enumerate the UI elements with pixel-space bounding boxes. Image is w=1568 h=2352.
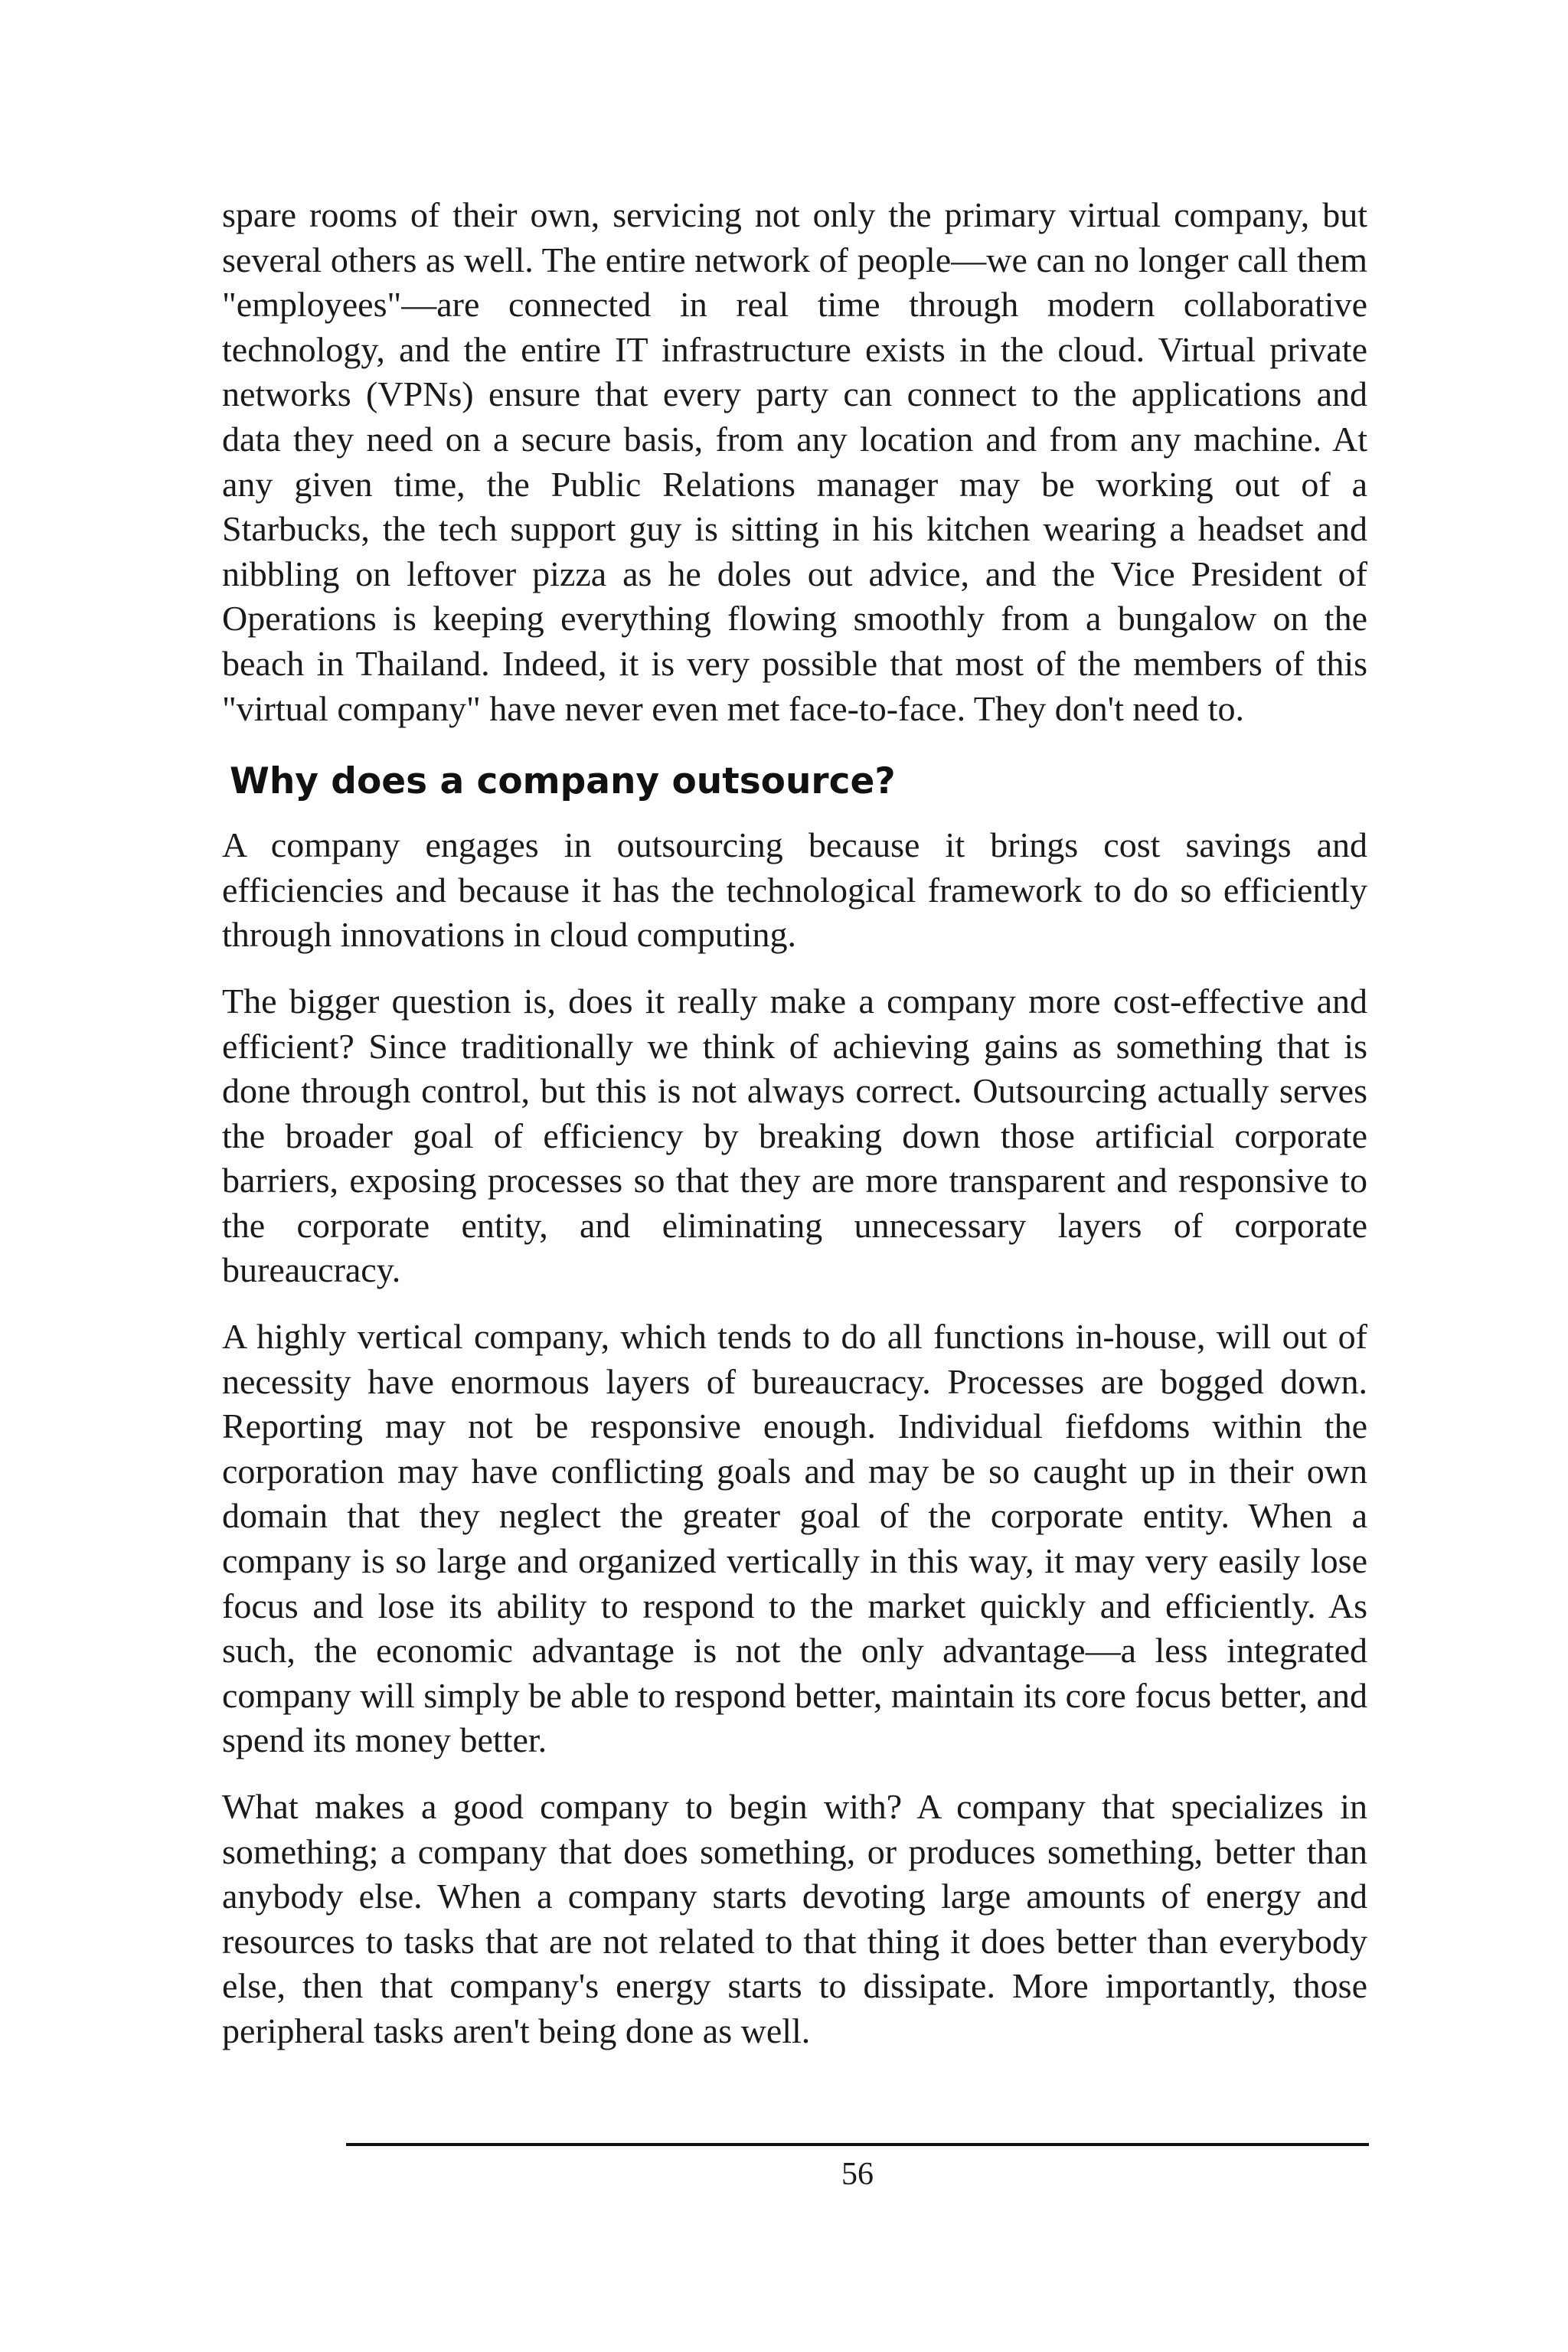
body-paragraph: A highly vertical company, which tends to do all functions in-house, will out of necessity have enormous layers of bureaucracy. Processes are bogged down. Reporting may not be responsive enough. Individual fiefdoms within the corporation may have conflicting goals and may be so caught up in their own domain that they neglect the greater goal of the corporate entity. When a company is so large and organized vertically in this way, it may very easily lose focus and lose its ability to respond to the market quickly and efficiently. As such, the economic advantage is not the only advantage—a less integrated company will simply be able to respond better, maintain its core focus better, and spend its money better. [222, 1317, 1367, 1760]
body-paragraph: What makes a good company to begin with? A company that specializes in something; a company that does something, or produces something, better than anybody else. When a company starts devoting large amounts of energy and resources to tasks that are not related to that thing it does better than everybody else, then that company's energy starts to dissipate. More importantly, those peripheral tasks aren't being done as well. [222, 1787, 1367, 2050]
section-heading: Why does a company outsource? [230, 760, 896, 803]
body-paragraph: A company engages in outsourcing because it brings cost savings and efficiencies and because it has the technological framework to do so efficiently through innovations in cloud computing. [222, 825, 1367, 955]
page-body [222, 193, 1367, 2054]
body-paragraph: spare rooms of their own, servicing not only the primary virtual company, but several others as well. The entire network of people—we can no longer call them "employees"—are connected in real time through modern collaborative technology, and the entire IT infrastructure exists in the cloud. Virtual private networks (VPNs) ensure that every party can connect to the applications and data they need on a secure basis, from any location and from any machine. At any given time, the Public Relations manager may be working out of a Starbucks, the tech support guy is sitting in his kitchen wearing a headset and nibbling on leftover pizza as he doles out advice, and the Vice President of Operations is keeping everything flowing smoothly from a bungalow on the beach in Thailand. Indeed, it is very possible that most of the members of this "virtual company" have never even met face-to-face. They don't need to. [222, 195, 1367, 728]
page-number: 56 [841, 2157, 874, 2192]
footer-divider [346, 2143, 1369, 2146]
body-paragraph: The bigger question is, does it really make a company more cost-effective and efficient? Since traditionally we think of achieving gains as something that is done through control, but this is not always correct. Outsourcing actually serves the broader goal of efficiency by breaking down those artificial corporate barriers, exposing processes so that they are more transparent and responsive to the corporate entity, and eliminating unnecessary layers of corporate bureaucracy. [222, 981, 1367, 1290]
